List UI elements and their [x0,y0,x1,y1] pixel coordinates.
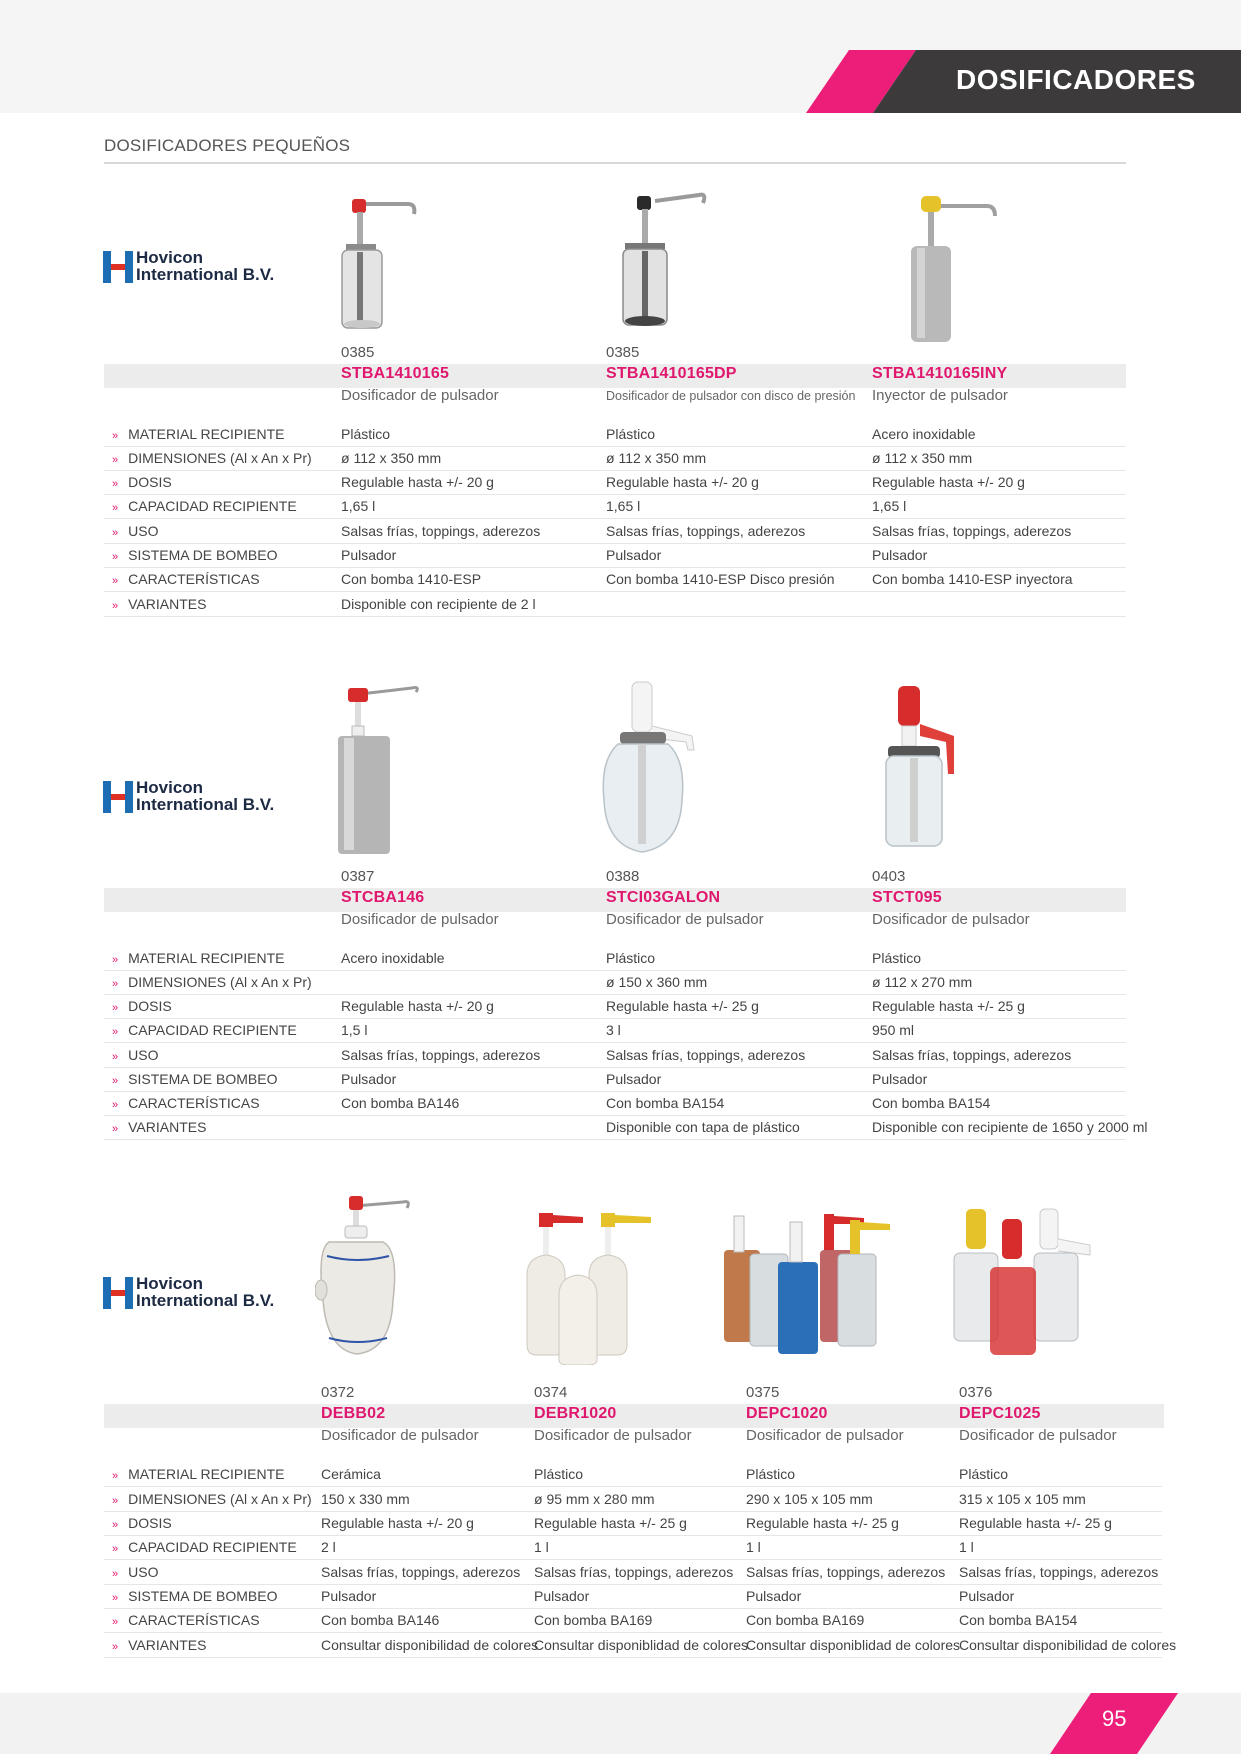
hovicon-h-icon [103,781,133,813]
product-sku: STCI03GALON [606,889,721,906]
product-image-depc1025 [950,1205,1100,1365]
product-name: Inyector de pulsador [872,387,1008,404]
spec-row: » SISTEMA DE BOMBEO Pulsador Pulsador Pulsador Pulsador [104,1585,1162,1609]
spec-row: » VARIANTES Disponible con tapa de plástico Disponible con recipiente de 1650 y 2000 ml [104,1116,1126,1140]
brand-name-line1: Hovicon [136,248,204,267]
spec-row: » DOSIS Regulable hasta +/- 20 g Regulable hasta +/- 20 g Regulable hasta +/- 20 g [104,471,1126,495]
section-title: DOSIFICADORES PEQUEÑOS [104,136,351,155]
page-number: 95 [1102,1706,1127,1731]
spec-row: » USO Salsas frías, toppings, aderezos Salsas frías, toppings, aderezos Salsas frías, toppings, aderezos [104,520,1126,544]
product-sku: DEBB02 [321,1405,386,1422]
spec-row: » CAPACIDAD RECIPIENTE 1,65 l 1,65 l 1,65 l [104,495,1126,519]
product-code: 0375 [746,1384,780,1401]
product-code: 0388 [606,868,640,885]
product-sku: DEBR1020 [534,1405,617,1422]
product-sku: DEPC1020 [746,1405,828,1422]
spec-row: » MATERIAL RECIPIENTE Plástico Plástico Acero inoxidable [104,423,1126,447]
product-sku: STCBA146 [341,889,425,906]
spec-row: » VARIANTES Consultar disponibilidad de colores Consultar disponiblidad de colores Consultar disponiblidad de colores Consultar disponibilidad de colores [104,1634,1162,1658]
product-code: 0372 [321,1384,355,1401]
product-sku: STCT095 [872,889,942,906]
product-code: 0387 [341,868,375,885]
spec-row: » SISTEMA DE BOMBEO Pulsador Pulsador Pulsador [104,544,1126,568]
product-name: Dosificador de pulsador [872,911,1030,928]
product-name: Dosificador de pulsador con disco de presión [606,389,856,403]
product-name: Dosificador de pulsador [534,1427,692,1444]
spec-row: » MATERIAL RECIPIENTE Cerámica Plástico Plástico Plástico [104,1463,1162,1487]
product-code: 0385 [606,344,640,361]
spec-row: » DIMENSIONES (Al x An x Pr) 150 x 330 mm ø 95 mm x 280 mm 290 x 105 x 105 mm 315 x 105 x 105 mm [104,1488,1162,1512]
spec-row: » DIMENSIONES (Al x An x Pr) ø 150 x 360 mm ø 112 x 270 mm [104,971,1126,995]
spec-row: » USO Salsas frías, toppings, aderezos Salsas frías, toppings, aderezos Salsas frías, toppings, aderezos [104,1044,1126,1068]
product-image-stcba146 [330,680,440,860]
product-image-stct095 [880,680,990,860]
product-image-stci03galon [600,680,710,860]
spec-row: » USO Salsas frías, toppings, aderezos Salsas frías, toppings, aderezos Salsas frías, toppings, aderezos Salsas frías, toppings, aderezos [104,1561,1162,1585]
brand-name-line2: International B.V. [136,265,275,284]
product-sku: DEPC1025 [959,1405,1041,1422]
spec-row: » DIMENSIONES (Al x An x Pr) ø 112 x 350 mm ø 112 x 350 mm ø 112 x 350 mm [104,447,1126,471]
spec-row: » VARIANTES Disponible con recipiente de 2 l [104,593,1126,617]
spec-row: » CAPACIDAD RECIPIENTE 2 l 1 l 1 l 1 l [104,1536,1162,1560]
spec-row: » CARACTERÍSTICAS Con bomba 1410-ESP Con bomba 1410-ESP Disco presión Con bomba 1410-ESP inyectora [104,568,1126,592]
section-divider [104,162,1126,164]
product-image-stba1410165 [330,192,430,342]
product-name: Dosificador de pulsador [606,911,764,928]
product-image-depc1020 [720,1210,895,1360]
spec-row: » SISTEMA DE BOMBEO Pulsador Pulsador Pulsador [104,1068,1126,1092]
product-name: Dosificador de pulsador [959,1427,1117,1444]
product-code: 0385 [341,344,375,361]
hovicon-h-icon [103,1277,133,1309]
product-image-stba1410165iny [895,192,1005,352]
brand-name-line1: Hovicon [136,778,204,797]
product-image-debr1020 [525,1205,665,1365]
product-code: 0376 [959,1384,993,1401]
hovicon-h-icon [103,251,133,283]
spec-row: » DOSIS Regulable hasta +/- 20 g Regulable hasta +/- 25 g Regulable hasta +/- 25 g Regulable hasta +/- 25 g [104,1512,1162,1536]
product-code: 0374 [534,1384,568,1401]
brand-logo [103,1273,293,1313]
product-name: Dosificador de pulsador [341,911,499,928]
spec-row: » CARACTERÍSTICAS Con bomba BA146 Con bomba BA154 Con bomba BA154 [104,1092,1126,1116]
product-sku: STBA1410165 [341,365,450,382]
product-name: Dosificador de pulsador [321,1427,479,1444]
brand-name-line2: International B.V. [136,1291,275,1310]
category-title-banner [806,50,1241,113]
product-sku: STBA1410165DP [606,365,737,382]
brand-logo [103,247,293,287]
brand-logo [103,777,293,817]
product-code: 0403 [872,868,906,885]
product-sku: STBA1410165INY [872,365,1008,382]
product-name: Dosificador de pulsador [341,387,499,404]
product-name: Dosificador de pulsador [746,1427,904,1444]
spec-row: » CARACTERÍSTICAS Con bomba BA146 Con bomba BA169 Con bomba BA169 Con bomba BA154 [104,1609,1162,1633]
spec-row: » DOSIS Regulable hasta +/- 20 g Regulable hasta +/- 25 g Regulable hasta +/- 25 g [104,995,1126,1019]
spec-row: » CAPACIDAD RECIPIENTE 1,5 l 3 l 950 ml [104,1019,1126,1043]
spec-row: » MATERIAL RECIPIENTE Acero inoxidable Plástico Plástico [104,947,1126,971]
brand-name-line1: Hovicon [136,1274,204,1293]
product-image-debb02 [315,1190,425,1360]
brand-name-line2: International B.V. [136,795,275,814]
product-image-stba1410165dp [595,185,715,340]
category-title: DOSIFICADORES [956,64,1196,95]
